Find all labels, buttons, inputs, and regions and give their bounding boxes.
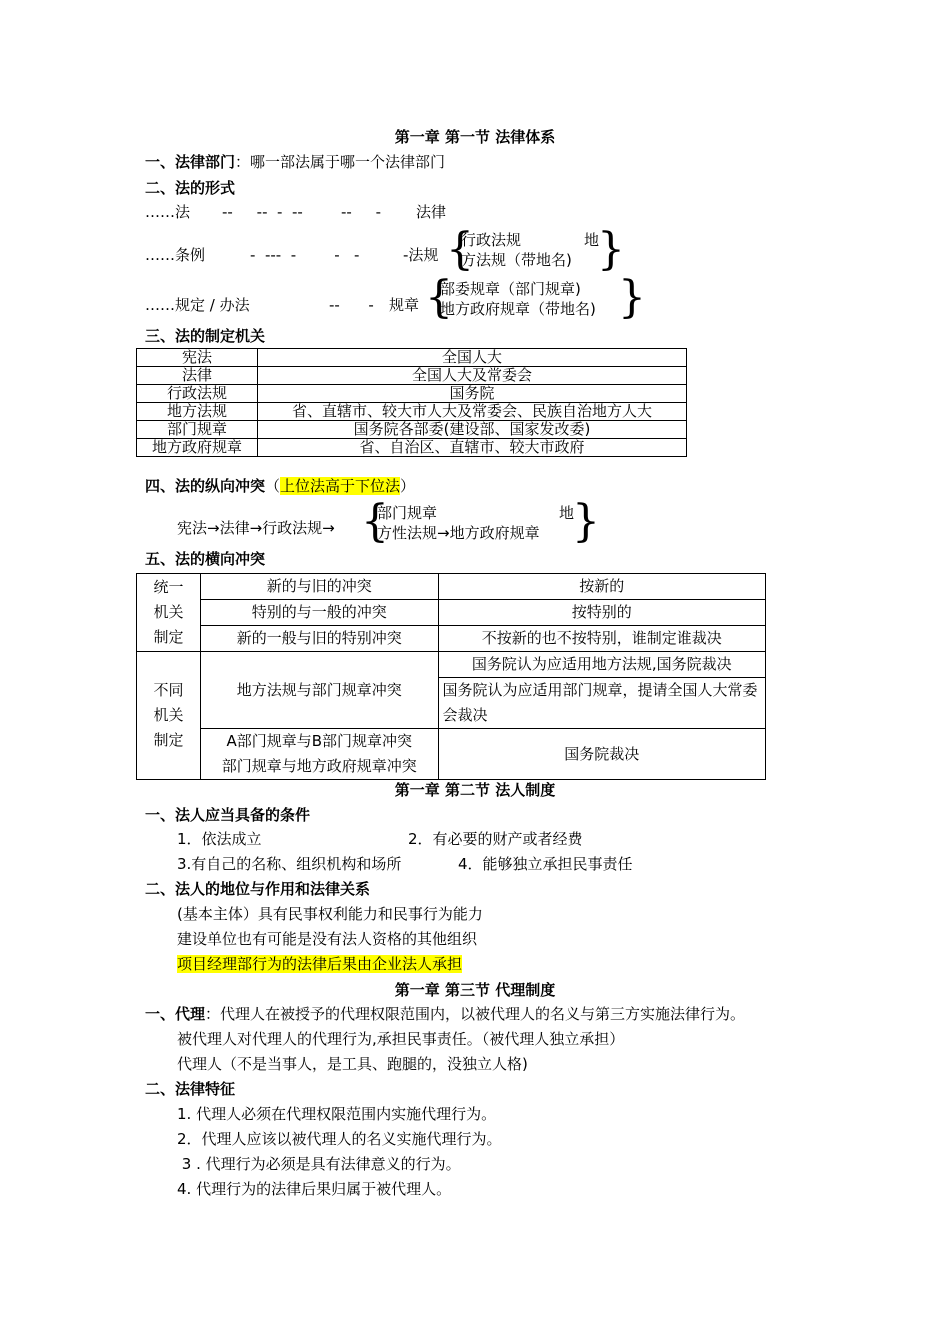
section1-title: 第一章 第一节 法律体系: [394, 128, 556, 146]
heading-legal-person-status: 二、法人的地位与作用和法律关系: [145, 880, 371, 898]
heading-legal-person-conditions: 一、法人应当具备的条件: [145, 806, 311, 824]
law-form-cell: 法律: [137, 367, 258, 385]
paren-close: ）: [400, 477, 416, 495]
feature-item: 2．代理人应该以被代理人的名义实施代理行为。: [177, 1130, 502, 1148]
law-form-cell: 宪法: [137, 349, 258, 367]
right-brace-icon: }: [618, 272, 646, 323]
resolution-cell: 国务院裁决: [438, 729, 765, 780]
feature-item: 1. 代理人必须在代理权限范围内实施代理行为。: [177, 1105, 497, 1123]
condition-item: 1．依法成立: [177, 830, 262, 848]
conflict-cell: 新的与旧的冲突: [200, 574, 438, 600]
paragraph: 代理人（不是当事人，是工具、跑腿的，没独立人格): [177, 1055, 528, 1073]
resolution-cell: 不按新的也不按特别，谁制定谁裁决: [438, 626, 765, 652]
authority-row: [137, 385, 687, 403]
authority-cell: 全国人大: [258, 349, 687, 367]
regulation-branch-1-right: 地: [584, 231, 600, 249]
authority-row: [137, 349, 687, 367]
form-row-rules-mid: 规章: [389, 296, 420, 314]
law-form-cell: 地方政府规章: [137, 439, 258, 457]
heading-vertical-conflict-label: 四、法的纵向冲突: [145, 477, 266, 495]
highlighted-paragraph: 项目经理部行为的法律后果由企业法人承担: [177, 955, 463, 973]
condition-item: 2．有必要的财产或者经费: [408, 830, 583, 848]
heading-agency: [145, 1003, 745, 1025]
resolution-cell: 按新的: [438, 574, 765, 600]
conflict-cell: 新的一般与旧的特别冲突: [200, 626, 438, 652]
paragraph: 建设单位也有可能是没有法人资格的其他组织: [177, 930, 478, 948]
conflict-cell: 地方法规与部门规章冲突: [200, 652, 438, 729]
heading-label: 一、代理: [145, 1005, 206, 1023]
conflict-cell: 特别的与一般的冲突: [200, 600, 438, 626]
heading-text: ：代理人在被授予的代理权限范围内，以被代理人的名义与第三方实施法律行为。: [205, 1005, 746, 1023]
hierarchy-branch-1-right: 地: [559, 504, 575, 522]
heading-label: 一、法律部门: [145, 153, 236, 171]
hierarchy-chain-left: 宪法→法律→行政法规→: [177, 519, 335, 537]
authority-cell: 省、自治区、直辖市、较大市政府: [258, 439, 687, 457]
highlight-superior-law: 上位法高于下位法: [280, 477, 401, 495]
regulation-branch-1: 行政法规: [461, 231, 522, 249]
left-brace-icon: {: [446, 224, 474, 275]
authority-cell: 全国人大及常委会: [258, 367, 687, 385]
rules-branch-1: 部委规章（部门规章): [440, 280, 581, 298]
hierarchy-branch-2: 方性法规→地方政府规章: [377, 524, 540, 542]
conflict-cell: [200, 729, 438, 780]
paren-open: （: [265, 477, 281, 495]
heading-enacting-authority: 三、法的制定机关: [145, 327, 266, 345]
condition-item: 4．能够独立承担民事责任: [458, 855, 633, 873]
law-form-cell: 行政法规: [137, 385, 258, 403]
form-row-law-left: ……法: [145, 203, 191, 221]
conflict-line: 部门规章与地方政府规章冲突: [221, 757, 417, 775]
right-brace-icon: }: [597, 224, 625, 275]
authority-row: [137, 439, 687, 457]
paragraph: 被代理人对代理人的代理行为,承担民事责任。（被代理人独立承担）: [177, 1030, 625, 1048]
form-row-regulation-left: ……条例: [145, 246, 206, 264]
form-row-regulation-mid: -法规: [403, 246, 439, 264]
heading-legal-features: 二、法律特征: [145, 1080, 236, 1098]
section2-title: 第一章 第二节 法人制度: [394, 781, 556, 799]
authority-row: [137, 403, 687, 421]
feature-item: 3 . 代理行为必须是具有法律意义的行为。: [177, 1155, 461, 1173]
enacting-authority-table: [136, 348, 687, 457]
heading-forms-of-law: 二、法的形式: [145, 179, 236, 197]
authority-cell: 国务院各部委(建设部、国家发改委): [258, 421, 687, 439]
hierarchy-branch-1: 部门规章: [377, 504, 438, 522]
feature-item: 4. 代理行为的法律后果归属于被代理人。: [177, 1180, 452, 1198]
paragraph: (基本主体）具有民事权利能力和民事行为能力: [177, 905, 483, 923]
conflict-line: A部门规章与B部门规章冲突: [226, 732, 413, 750]
left-brace-icon: {: [361, 496, 389, 547]
authority-cell: 省、直辖市、较大市人大及常委会、民族自治地方人大: [258, 403, 687, 421]
heading-vertical-conflict: [145, 475, 415, 497]
section3-title: 第一章 第三节 代理制度: [394, 981, 556, 999]
form-row-rules-left: ……规定 / 办法: [145, 296, 250, 314]
condition-item: 3.有自己的名称、组织机构和场所: [177, 855, 402, 873]
right-brace-icon: }: [572, 496, 600, 547]
same-org-cell: 统一机关制定: [137, 574, 201, 652]
form-row-law-right: 法律: [416, 203, 447, 221]
heading-legal-departments: [145, 151, 445, 173]
heading-text: ：哪一部法属于哪一个法律部门: [235, 153, 446, 171]
resolution-cell: 按特别的: [438, 600, 765, 626]
authority-row: [137, 421, 687, 439]
form-row-regulation-dashes: - --- - - -: [250, 246, 360, 264]
form-row-rules-dashes: -- -: [329, 296, 374, 314]
regulation-branch-2: 方法规（带地名): [461, 251, 572, 269]
law-form-cell: 部门规章: [137, 421, 258, 439]
authority-cell: 国务院: [258, 385, 687, 403]
resolution-cell: 国务院认为应适用部门规章，提请全国人大常委会裁决: [438, 678, 765, 729]
law-form-cell: 地方法规: [137, 403, 258, 421]
heading-horizontal-conflict: 五、法的横向冲突: [145, 550, 266, 568]
rules-branch-2: 地方政府规章（带地名): [440, 300, 596, 318]
horizontal-conflict-table: [136, 573, 766, 780]
diff-org-cell: 不同机关制定: [137, 652, 201, 780]
left-brace-icon: {: [425, 272, 453, 323]
authority-row: [137, 367, 687, 385]
resolution-cell: 国务院认为应适用地方法规,国务院裁决: [438, 652, 765, 678]
form-row-law-dashes: -- -- - -- -- -: [222, 203, 382, 221]
